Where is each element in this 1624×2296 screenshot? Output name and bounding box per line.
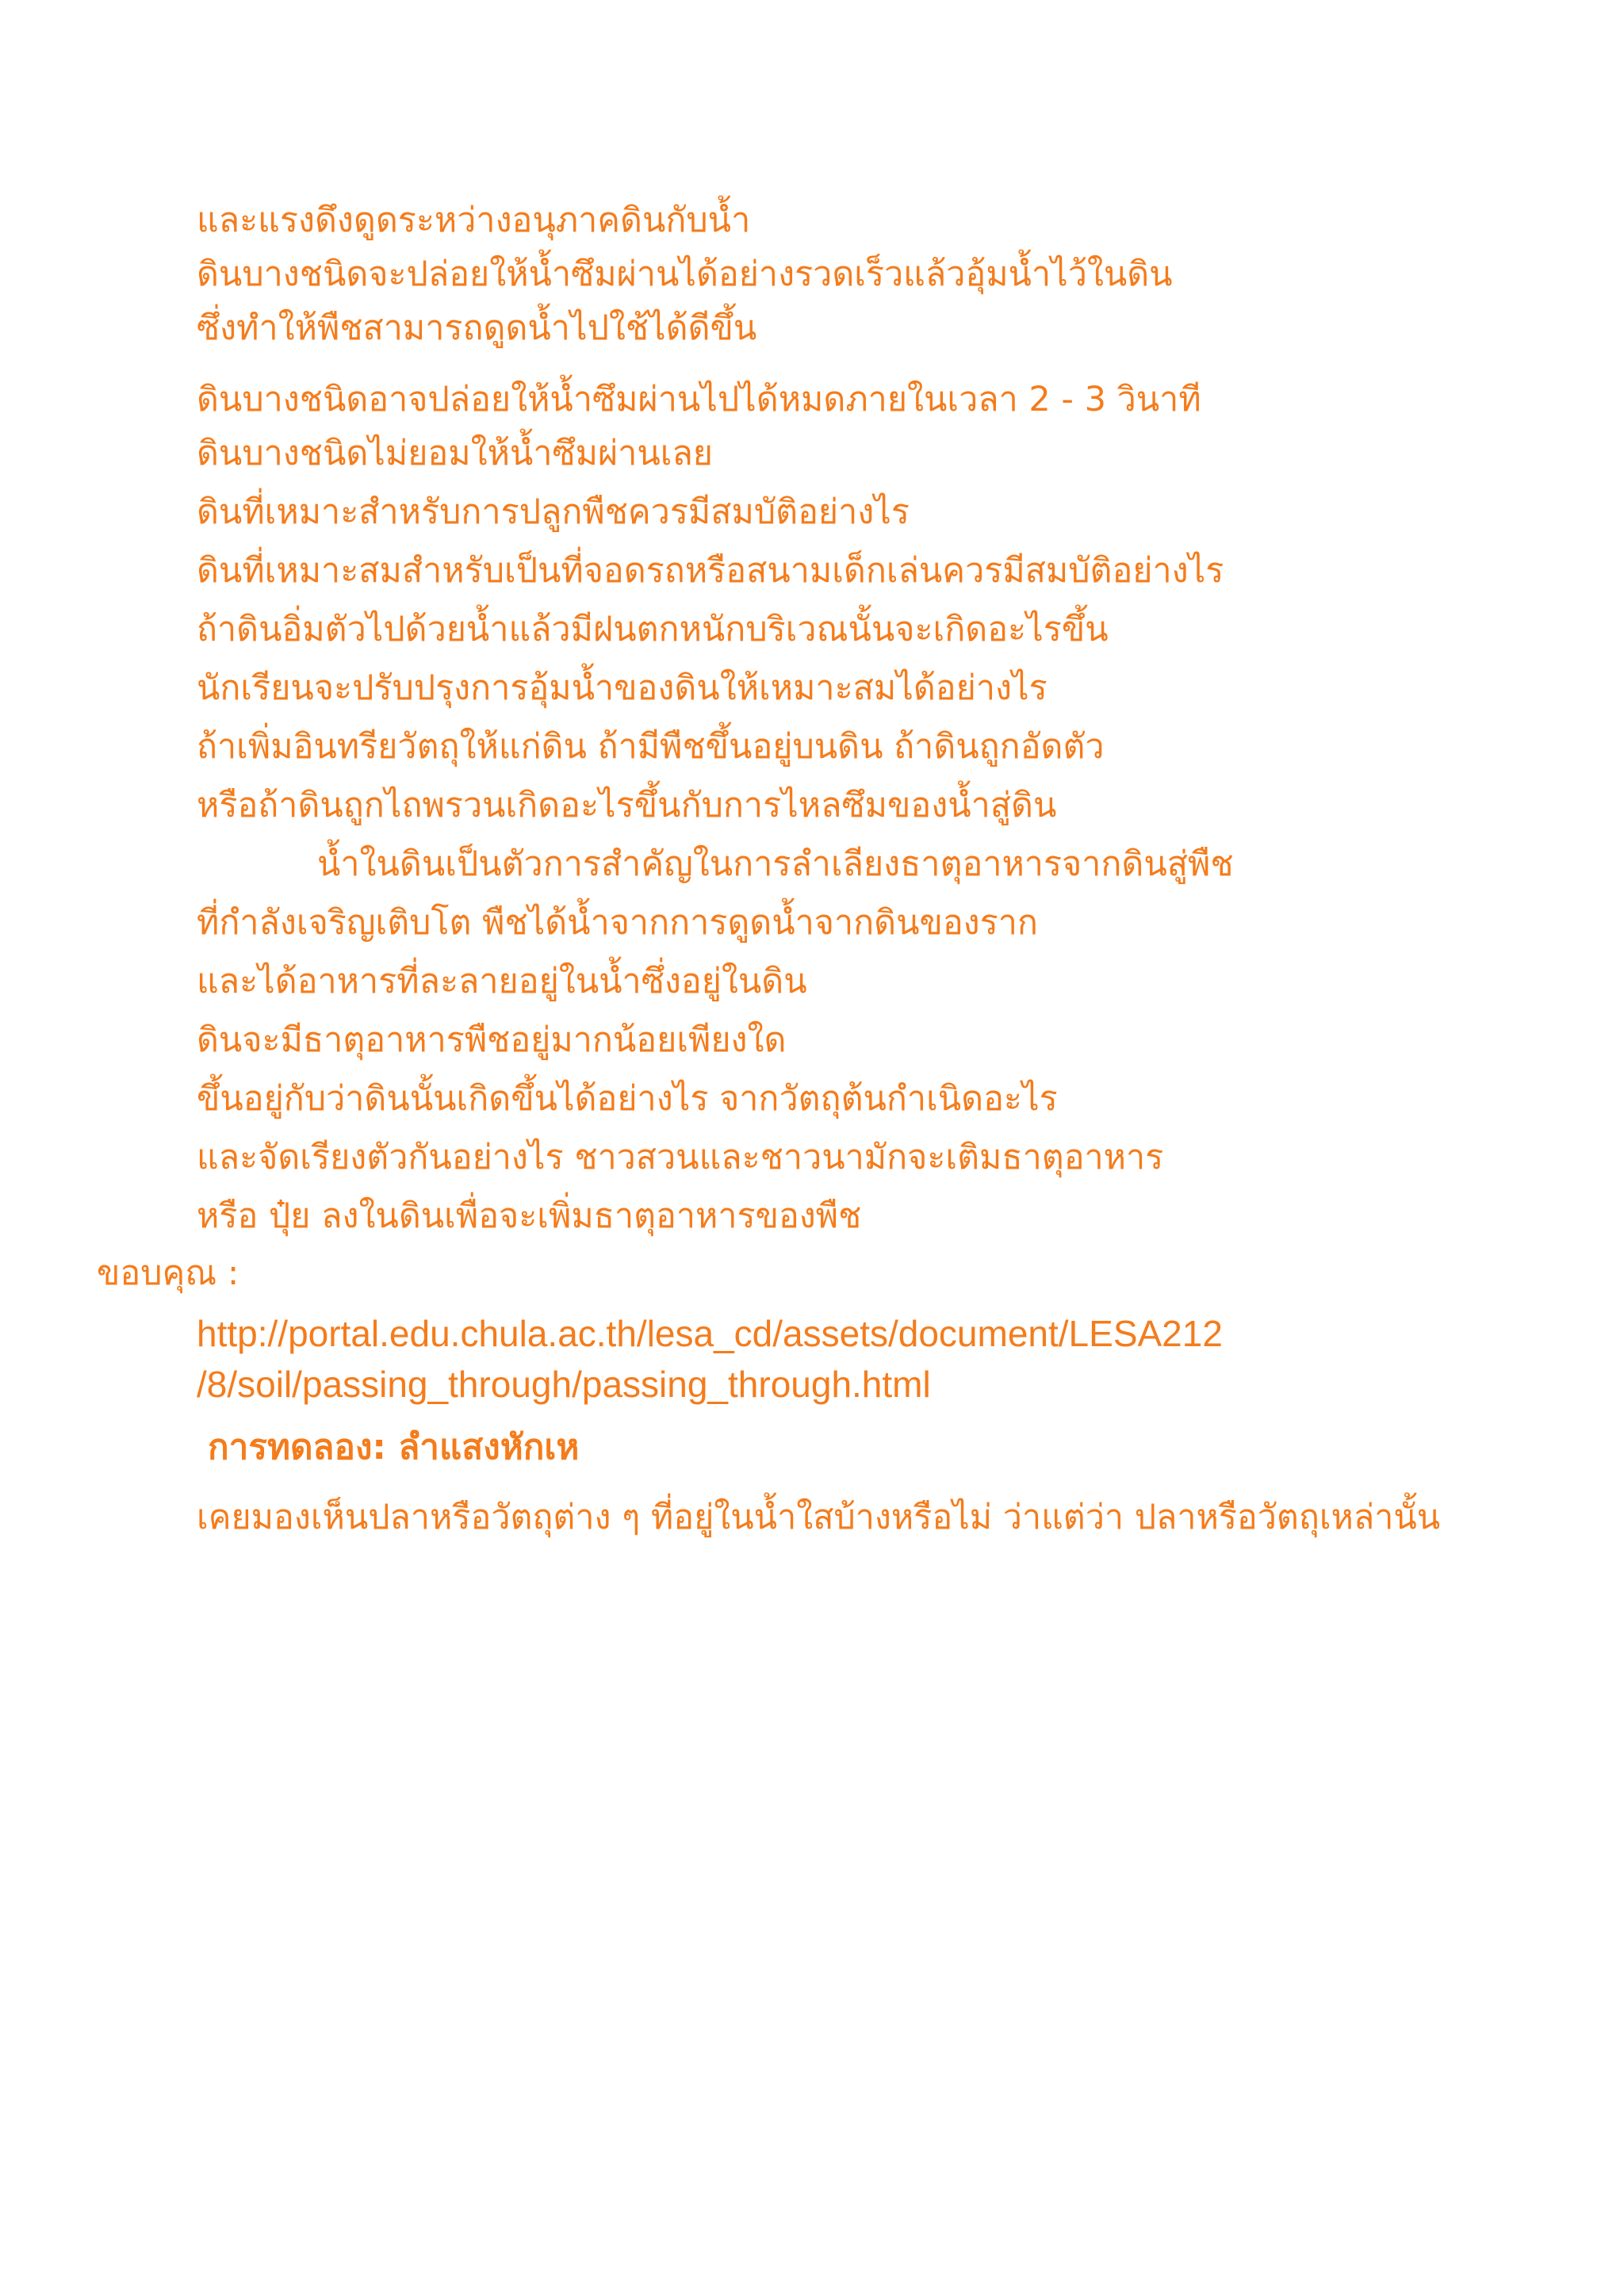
- text-line: หรือ ปุ๋ย ลงในดินเพื่อจะเพิ่มธาตุอาหารของพืช: [197, 1196, 862, 1236]
- text-line: ถ้าเพิ่มอินทรียวัตถุให้แก่ดิน ถ้ามีพืชขึ้นอยู่บนดิน ถ้าดินถูกอัดตัว: [197, 727, 1105, 767]
- text-line: และแรงดึงดูดระหว่างอนุภาคดินกับน้ำ: [197, 201, 751, 240]
- text-line: ขึ้นอยู่กับว่าดินนั้นเกิดขึ้นได้อย่างไร จากวัตถุต้นกำเนิดอะไร: [197, 1079, 1058, 1119]
- text-line: และจัดเรียงตัวกันอย่างไร ชาวสวนและชาวนามักจะเติมธาตุอาหาร: [197, 1138, 1164, 1177]
- paragraph-first-line: น้ำในดินเป็นตัวการสำคัญในการลำเลียงธาตุอาหารจากดินสู่พืช: [317, 844, 1234, 884]
- text-line: ดินบางชนิดอาจปล่อยให้น้ำซึมผ่านไปได้หมดภายในเวลา 2 - 3 วินาที: [197, 380, 1201, 419]
- text-line: นักเรียนจะปรับปรุงการอุ้มน้ำของดินให้เหมาะสมได้อย่างไร: [197, 668, 1048, 708]
- text-line: ถ้าดินอิ่มตัวไปด้วยน้ำแล้วมีฝนตกหนักบริเวณนั้นจะเกิดอะไรขึ้น: [197, 610, 1109, 649]
- source-link[interactable]: http://portal.edu.chula.ac.th/lesa_cd/assets/document/LESA212: [197, 1313, 1223, 1354]
- text-line: หรือถ้าดินถูกไถพรวนเกิดอะไรขึ้นกับการไหลซึมของน้ำสู่ดิน: [197, 786, 1057, 825]
- source-link-continued[interactable]: /8/soil/passing_through/passing_through.html: [197, 1364, 931, 1405]
- text-line: ดินที่เหมาะสำหรับการปลูกพืชควรมีสมบัติอย่างไร: [197, 492, 910, 532]
- text-line: ดินที่เหมาะสมสำหรับเป็นที่จอดรถหรือสนามเด็กเล่นควรมีสมบัติอย่างไร: [197, 551, 1224, 591]
- text-line: ดินบางชนิดจะปล่อยให้น้ำซึมผ่านได้อย่างรวดเร็วแล้วอุ้มน้ำไว้ในดิน: [197, 254, 1173, 294]
- text-line: ซึ่งทำให้พืชสามารถดูดน้ำไปใช้ได้ดีขึ้น: [197, 308, 757, 348]
- text-line: ดินจะมีธาตุอาหารพืชอยู่มากน้อยเพียงใด: [197, 1020, 787, 1060]
- text-line: ดินบางชนิดไม่ยอมให้น้ำซึมผ่านเลย: [197, 434, 713, 473]
- experiment-heading: การทดลอง: ลำแสงหักเห: [208, 1427, 580, 1468]
- text-line: ที่กำลังเจริญเติบโต พืชได้น้ำจากการดูดน้ำจากดินของราก: [197, 903, 1038, 943]
- experiment-intro: เคยมองเห็นปลาหรือวัตถุต่าง ๆ ที่อยู่ในน้ำใสบ้างหรือไม่ ว่าแต่ว่า ปลาหรือวัตถุเหล่านั้น: [197, 1498, 1441, 1537]
- text-line: และได้อาหารที่ละลายอยู่ในน้ำซึ่งอยู่ในดิน: [197, 962, 807, 1001]
- thanks-label: ขอบคุณ :: [97, 1253, 239, 1293]
